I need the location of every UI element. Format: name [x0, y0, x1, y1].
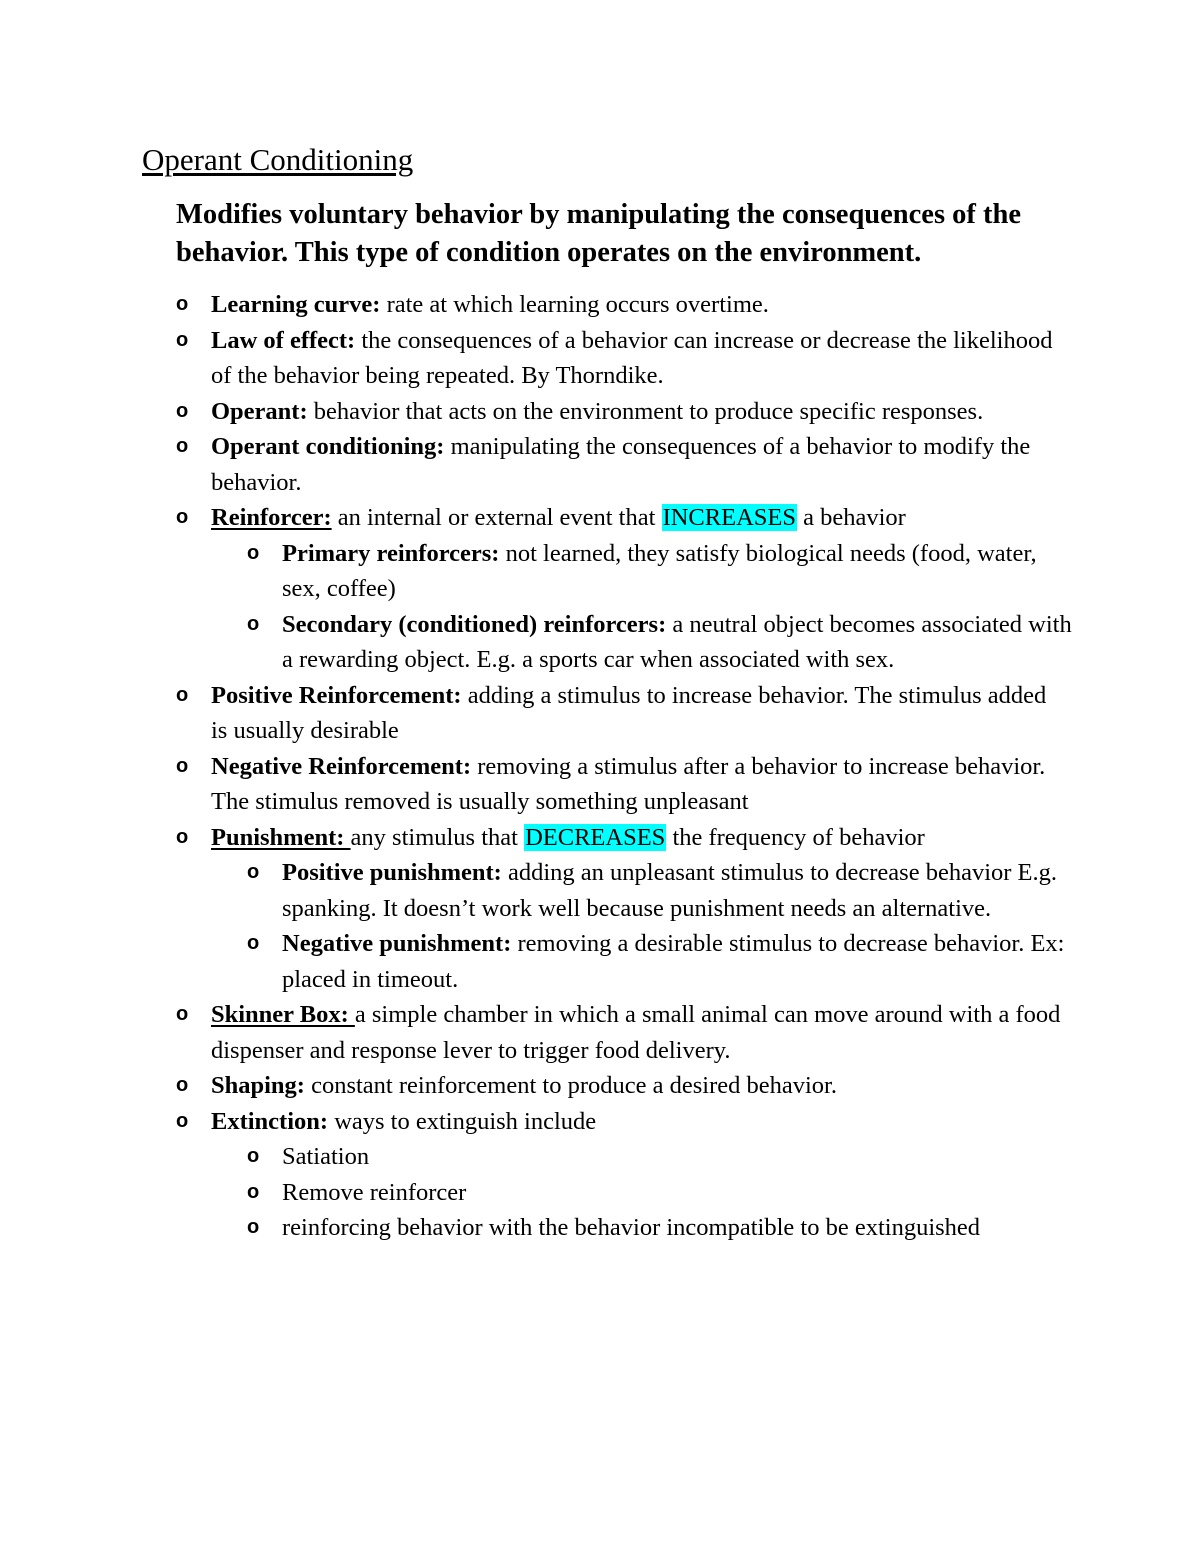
highlighted-keyword: INCREASES [662, 504, 796, 531]
list-item-operant [0, 394, 1061, 430]
definition-text: the consequences of a behavior can increase or decrease the likelihood of the behavior being repeated. By Thorndike. [211, 326, 1053, 389]
intro-paragraph: Modifies voluntary behavior by manipulating the consequences of the behavior. This type of condition operates on the environment. [176, 199, 1022, 268]
page-title: Operant Conditioning [142, 142, 414, 177]
list-item-negative-reinforcement [0, 749, 1061, 820]
definition-text: adding a stimulus to increase behavior. The stimulus added is usually desirable [211, 681, 1047, 744]
term-label: Shaping: [211, 1072, 305, 1099]
term-label: Operant conditioning: [211, 433, 445, 460]
list-item-operant-conditioning [0, 429, 1061, 500]
definition-text: manipulating the consequences of a behavior to modify the behavior. [211, 433, 1031, 496]
list-item-primary-reinforcers [0, 536, 1072, 607]
definition-text: a behavior [796, 504, 906, 531]
definition-text: ways to extinguish include [328, 1107, 597, 1135]
definition-list [0, 287, 1200, 1246]
definition-text: a simple chamber in which a small animal can move around with a food dispenser and response lever to trigger food delivery. [211, 1001, 1061, 1064]
definition-text: not learned, they satisfy biological needs (food, water, sex, coffee) [282, 539, 1037, 602]
list-item-positive-punishment [0, 855, 1072, 926]
bullet-icon: o [176, 1003, 189, 1025]
definition-text: Remove reinforcer [282, 1178, 467, 1206]
term-label: Operant: [211, 397, 308, 425]
bullet-icon: o [247, 861, 260, 883]
term-label: Positive punishment: [282, 859, 502, 886]
bullet-icon: o [176, 1074, 189, 1096]
list-item-punishment [0, 820, 1061, 856]
definition-text: removing a stimulus after a behavior to increase behavior. The stimulus removed is usually something unpleasant [211, 752, 1046, 815]
definition-text: constant reinforcement to produce a desired behavior. [304, 1072, 837, 1099]
bullet-icon: o [176, 825, 189, 848]
term-label: Extinction: [211, 1107, 329, 1135]
bullet-icon: o [176, 293, 189, 315]
definition-text: behavior that acts on the environment to produce specific responses. [307, 397, 984, 425]
bullet-icon: o [247, 1180, 260, 1203]
bullet-icon: o [247, 612, 260, 635]
term-label: Primary reinforcers: [282, 539, 500, 567]
definition-text: reinforcing behavior with the behavior incompatible to be extinguished [282, 1214, 981, 1241]
bullet-icon: o [247, 1145, 260, 1167]
bullet-icon: o [247, 541, 260, 564]
list-item-skinner-box [0, 997, 1061, 1068]
term-label: Skinner Box: [211, 1001, 355, 1028]
bullet-icon: o [176, 399, 189, 422]
list-item-reinforcer [0, 500, 1061, 536]
list-item-learning-curve [0, 287, 1061, 323]
term-label: Reinforcer: [211, 504, 332, 531]
bullet-icon: o [247, 932, 260, 954]
term-label: Negative Reinforcement: [211, 752, 472, 780]
term-label: Punishment: [211, 823, 351, 851]
list-item-positive-reinforcement [0, 678, 1061, 749]
list-item-satiation [0, 1139, 1072, 1175]
list-item-negative-punishment [0, 926, 1072, 997]
list-item-incompatible-behavior [0, 1210, 1072, 1246]
term-label: Negative punishment: [282, 930, 512, 957]
term-label: Secondary (conditioned) reinforcers: [282, 610, 667, 638]
term-label: Law of effect: [211, 326, 356, 354]
definition-text: an internal or external event that [331, 504, 662, 531]
list-item-remove-reinforcer [0, 1175, 1072, 1211]
list-item-law-of-effect [0, 323, 1061, 394]
list-item-extinction [0, 1104, 1061, 1140]
bullet-icon: o [176, 435, 189, 457]
list-item-secondary-reinforcers [0, 607, 1072, 678]
bullet-icon: o [176, 683, 189, 706]
bullet-icon: o [176, 1109, 189, 1132]
list-item-shaping [0, 1068, 1061, 1104]
highlighted-keyword: DECREASES [525, 823, 666, 851]
definition-text: adding an unpleasant stimulus to decrease behavior E.g. spanking. It doesn’t work well because punishment needs an alternative. [282, 859, 1058, 922]
definition-text: any stimulus that [350, 823, 525, 851]
definition-text: Satiation [282, 1143, 370, 1170]
bullet-icon: o [176, 328, 189, 351]
bullet-icon: o [247, 1216, 260, 1238]
definition-text: a neutral object becomes associated with a rewarding object. E.g. a sports car when associated with sex. [282, 610, 1072, 673]
term-label: Positive Reinforcement: [211, 681, 462, 709]
definition-text: removing a desirable stimulus to decrease behavior. Ex: placed in timeout. [282, 930, 1065, 993]
definition-text: rate at which learning occurs overtime. [380, 291, 769, 318]
term-label: Learning curve: [211, 291, 381, 318]
bullet-icon: o [176, 754, 189, 777]
definition-text: the frequency of behavior [666, 823, 925, 851]
bullet-icon: o [176, 506, 189, 528]
